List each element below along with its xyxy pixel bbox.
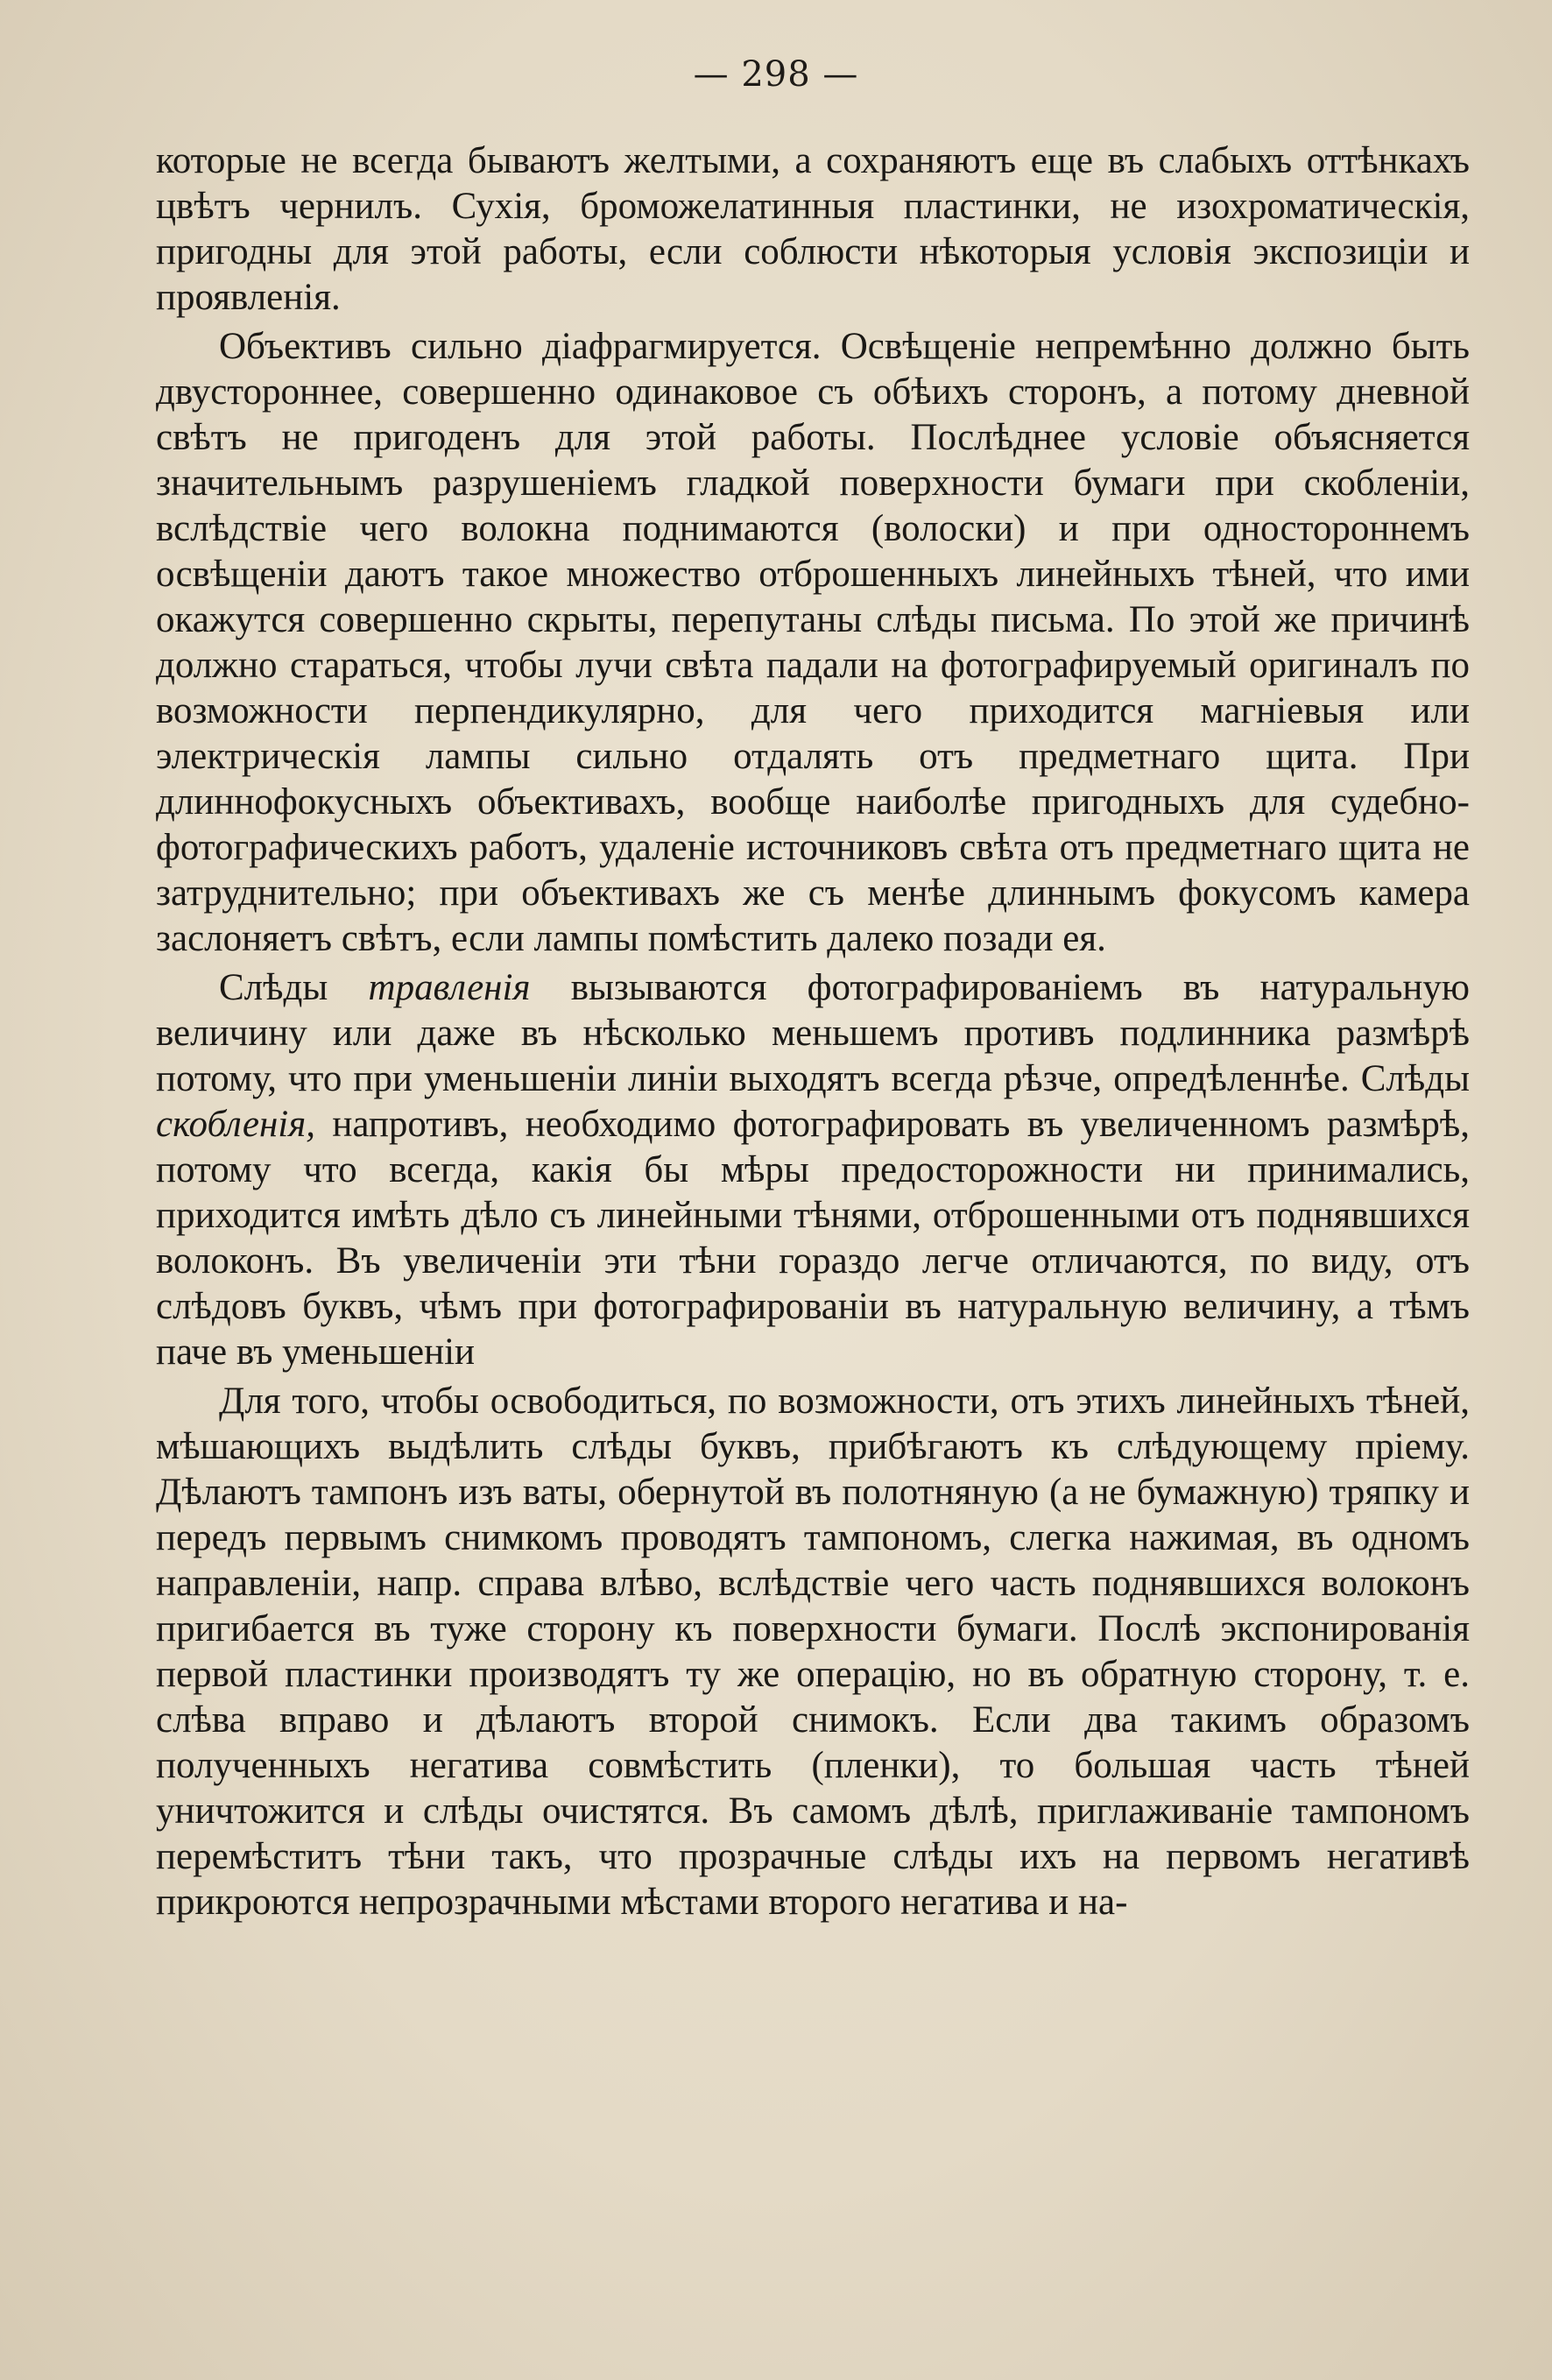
italic-term-etching: травленія [368, 967, 531, 1008]
paragraph-3-tail: напротивъ, необходимо фотографировать въ увеличенномъ размѣрѣ, потому что всегда, какія бы мѣры предосторожности ни принимались, приходится имѣть дѣло съ линейными тѣнями, отброшенными отъ поднявшихся волоконъ. Въ увеличеніи эти тѣни гораздо легче отличаются, по виду, отъ слѣдовъ буквъ, чѣмъ при фотографированіи въ натуральную величину, а тѣмъ паче въ уменьшеніи [156, 1104, 1470, 1373]
paragraph-3-middle: вызываются фотографированіемъ въ натуральную величину или даже въ нѣсколько меньшемъ противъ подлинника размѣрѣ потому, что при уменьшеніи линіи выходятъ всегда рѣзче, опредѣленнѣе. Слѣды [156, 967, 1470, 1099]
paragraph-2: Объективъ сильно діафрагмируется. Освѣщеніе непремѣнно должно быть двустороннее, совершенно одинаковое съ обѣихъ сторонъ, а потому дневной свѣтъ не пригоденъ для этой работы. Послѣднее условіе объясняется значительнымъ разрушеніемъ гладкой поверхности бумаги при скобленіи, вслѣдствіе чего волокна поднимаются (волоски) и при одностороннемъ освѣщеніи даютъ такое множество отброшенныхъ линейныхъ тѣней, что ими окажутся совершенно скрыты, перепутаны слѣды письма. По этой же причинѣ должно стараться, чтобы лучи свѣта падали на фотографируемый оригиналъ по возможности перпендикулярно, для чего приходится магніевыя или электрическія лампы сильно отдалять отъ предметнаго щита. При длиннофокусныхъ объективахъ, вообще наиболѣе пригодныхъ для судебно-фотографическихъ работъ, удаленіе источниковъ свѣта отъ предметнаго щита не затруднительно; при объективахъ же съ менѣе длиннымъ фокусомъ камера заслоняетъ свѣтъ, если лампы помѣстить далеко позади ея. [156, 326, 1470, 959]
paragraph-4: Для того, чтобы освободиться, по возможности, отъ этихъ линейныхъ тѣней, мѣшающихъ выдѣлить слѣды буквъ, прибѣгаютъ къ слѣдующему пріему. Дѣлаютъ тампонъ изъ ваты, обернутой въ полотняную (а не бумажную) тряпку и передъ первымъ снимкомъ проводятъ тампономъ, слегка нажимая, въ одномъ направленіи, напр. справа влѣво, вслѣдствіе чего часть поднявшихся волоконъ пригибается въ туже сторону къ поверхности бумаги. Послѣ экспонированія первой пластинки производятъ ту же операцію, но въ обратную сторону, т. е. слѣва вправо и дѣлаютъ второй снимокъ. Если два такимъ образомъ полученныхъ негатива совмѣстить (пленки), то большая часть тѣней уничтожится и слѣды очистятся. Въ самомъ дѣлѣ, приглаживаніе тампономъ перемѣститъ тѣни такъ, что прозрачные слѣды ихъ на первомъ негативѣ прикроются непрозрачными мѣстами второго негатива и на- [156, 1381, 1470, 1923]
paragraph-1: которые не всегда бываютъ желтыми, а сохраняютъ еще въ слабыхъ оттѣнкахъ цвѣтъ чернилъ. Сухія, броможелатинныя пластинки, не изохроматическія, пригодны для этой работы, если соблюсти нѣкоторыя условія экспозиціи и проявленія. [156, 140, 1470, 318]
italic-term-scraping: скобленія, [156, 1104, 315, 1145]
paragraph-3 [156, 965, 1470, 1375]
page-number: — 298 — [693, 54, 859, 95]
paragraph-3-lead: Слѣды [219, 967, 369, 1008]
body-text [156, 138, 1470, 1925]
